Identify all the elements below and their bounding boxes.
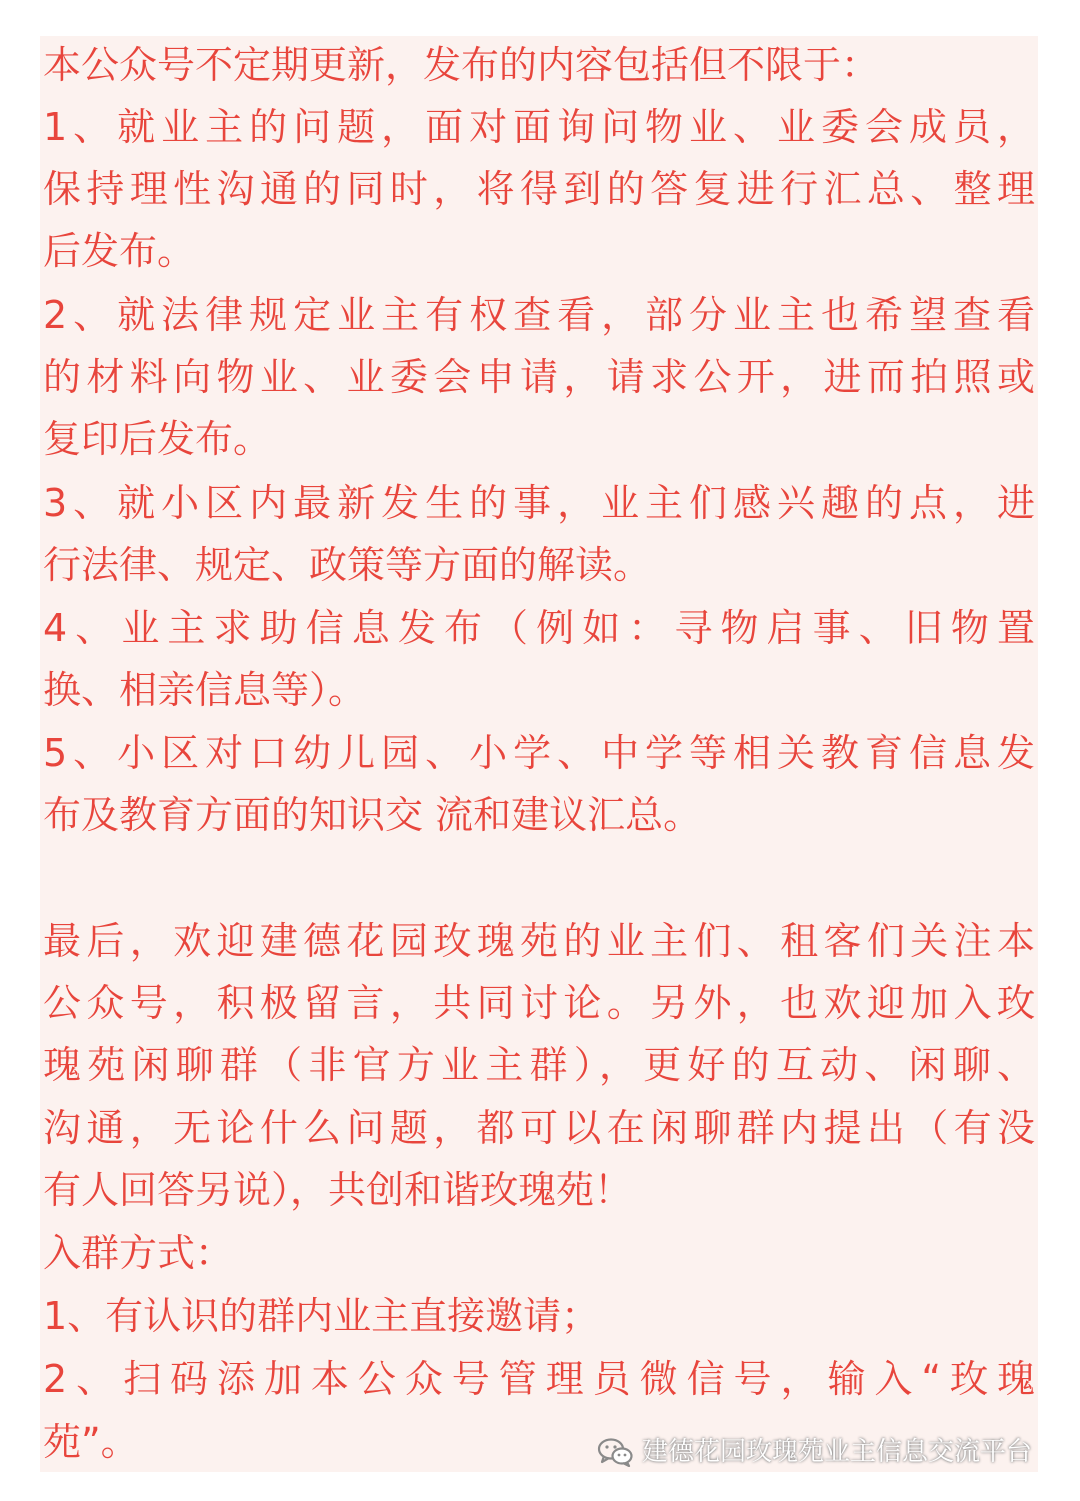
item-4-line-2: 换、相亲信息等）。 bbox=[43, 668, 367, 712]
join-method-2-line-2: 苑”。 bbox=[43, 1420, 139, 1464]
closing-line-4: 沟通，无论什么问题，都可以在闲聊群内提出（有没 bbox=[43, 1106, 1035, 1150]
item-2-line-2: 的材料向物业、业委会申请，请求公开，进而拍照或 bbox=[43, 355, 1035, 399]
wechat-icon bbox=[596, 1437, 634, 1467]
closing-line-1: 最后，欢迎建德花园玫瑰苑的业主们、租客们关注本 bbox=[43, 919, 1035, 963]
closing-line-3: 瑰苑闲聊群（非官方业主群），更好的互动、闲聊、 bbox=[43, 1043, 1035, 1087]
item-4-line-1: 4、业主求助信息发布（例如：寻物启事、旧物置 bbox=[43, 606, 1035, 650]
item-5-line-1: 5、小区对口幼儿园、小学、中学等相关教育信息发 bbox=[43, 731, 1035, 775]
join-method-heading: 入群方式： bbox=[43, 1231, 234, 1275]
item-1-line-1: 1、就业主的问题，面对面询问物业、业委会成员， bbox=[43, 105, 1035, 149]
item-1-line-3: 后发布。 bbox=[43, 229, 196, 273]
item-3-line-1: 3、就小区内最新发生的事，业主们感兴趣的点，进 bbox=[43, 481, 1035, 525]
intro-line: 本公众号不定期更新，发布的内容包括但不限于： bbox=[43, 43, 880, 87]
wechat-watermark bbox=[596, 1430, 1032, 1474]
join-method-1: 1、有认识的群内业主直接邀请； bbox=[43, 1294, 600, 1338]
item-3-line-2: 行法律、规定、政策等方面的解读。 bbox=[43, 543, 652, 587]
item-2-line-1: 2、就法律规定业主有权查看，部分业主也希望查看 bbox=[43, 293, 1035, 337]
join-method-2-line-1: 2、扫码添加本公众号管理员微信号，输入“玫瑰 bbox=[43, 1357, 1035, 1401]
item-2-line-3: 复印后发布。 bbox=[43, 417, 272, 461]
closing-line-2: 公众号，积极留言，共同讨论。另外，也欢迎加入玫 bbox=[43, 981, 1035, 1025]
item-5-line-2: 布及教育方面的知识交 流和建议汇总。 bbox=[43, 793, 702, 837]
closing-line-5: 有人回答另说），共创和谐玫瑰苑！ bbox=[43, 1168, 633, 1212]
item-1-line-2: 保持理性沟通的同时，将得到的答复进行汇总、整理 bbox=[43, 167, 1035, 211]
watermark-text: 建德花园玫瑰苑业主信息交流平台 bbox=[642, 1437, 1033, 1467]
